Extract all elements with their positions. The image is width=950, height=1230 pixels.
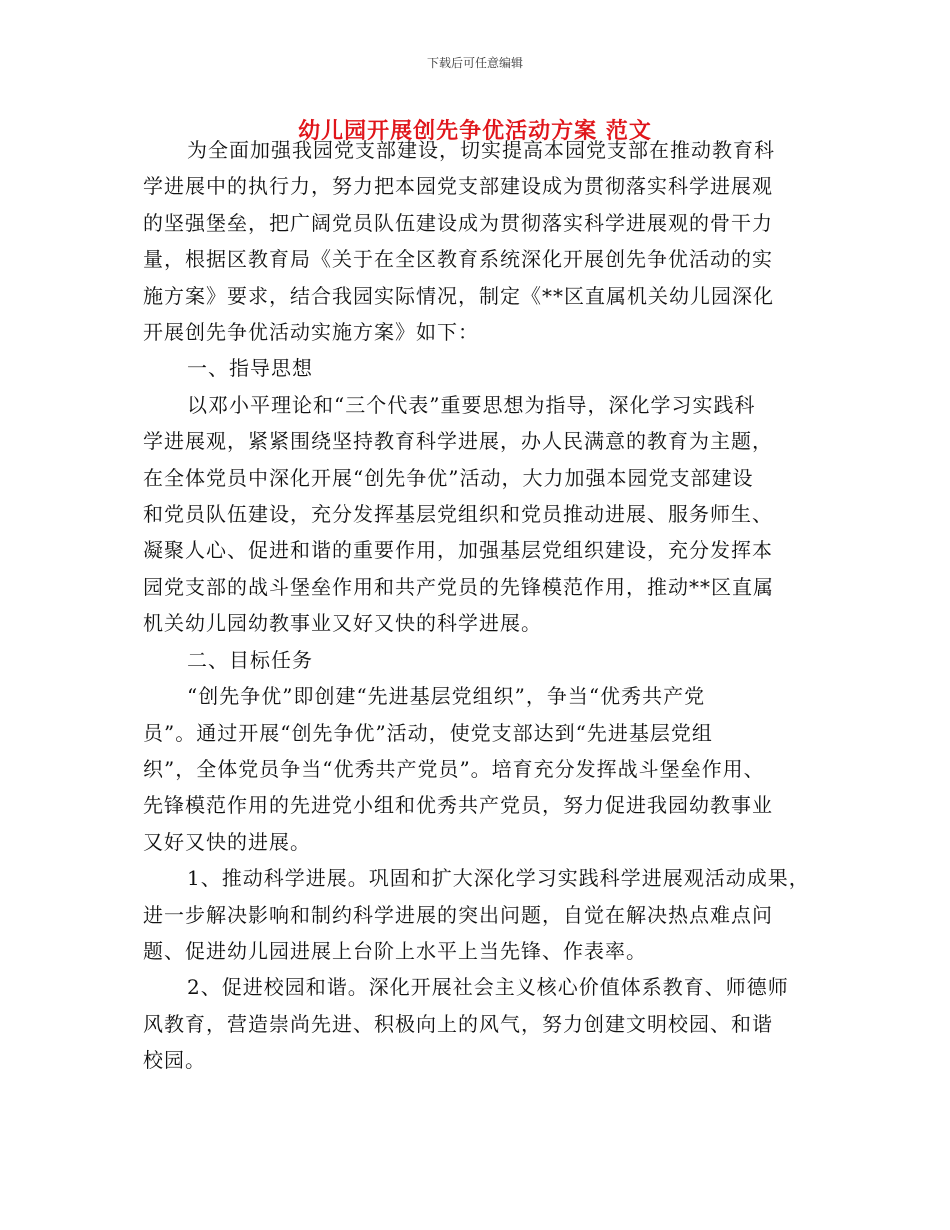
paragraph-line: 量，根据区教育局《关于在全区教育系统深化开展创先争优活动的实 (143, 247, 773, 272)
paragraph-line: 学进展观，紧紧围绕坚持教育科学进展，办人民满意的教育为主题， (143, 429, 773, 454)
paragraph-line: 织”，全体党员争当“优秀共产党员”。培育充分发挥战斗堡垒作用、 (143, 756, 765, 781)
paragraph-line: 开展创先争优活动实施方案》如下： (143, 320, 479, 345)
document-title: 幼儿园开展创先争优活动方案 范文 (298, 119, 652, 144)
paragraph-line: 又好又快的进展。 (143, 829, 311, 854)
paragraph-line: 在全体党员中深化开展“创先争优”活动，大力加强本园党支部建设 (143, 465, 754, 490)
paragraph-line: 风教育，营造崇尚先进、积极向上的风气，努力创建文明校园、和谐 (143, 1011, 773, 1036)
header-note: 下载后可任意编辑 (426, 56, 523, 70)
paragraph-line: 题、促进幼儿园进展上台阶上水平上当先锋、作表率。 (143, 938, 647, 963)
paragraph-line: “创先争优”即创建“先进基层党组织”，争当“优秀共产党 (187, 684, 706, 709)
paragraph-line: 和党员队伍建设，充分发挥基层党组织和党员推动进展、服务师生、 (143, 502, 773, 527)
paragraph-line: 的坚强堡垒，把广阔党员队伍建设成为贯彻落实科学进展观的骨干力 (143, 210, 773, 235)
paragraph-line: 以邓小平理论和“三个代表”重要思想为指导，深化学习实践科 (187, 392, 756, 417)
document-body (143, 132, 833, 1079)
paragraph-line: 员”。通过开展“创先争优”活动，使党支部达到“先进基层党组 (143, 720, 713, 745)
paragraph-line: 进一步解决影响和制约科学进展的突出问题，自觉在解决热点难点问 (143, 902, 773, 927)
paragraph-line: 机关幼儿园幼教事业又好又快的科学进展。 (143, 611, 542, 636)
paragraph-line: 为全面加强我园党支部建设，切实提高本园党支部在推动教育科 (187, 138, 775, 162)
paragraph-line: 2、促进校园和谐。深化开展社会主义核心价值体系教育、师德师 (187, 975, 789, 1000)
paragraph-line: 园党支部的战斗堡垒作用和共产党员的先锋模范作用，推动**区直属 (143, 574, 774, 599)
section-heading: 一、指导思想 (187, 356, 313, 381)
paragraph-line: 1、推动科学进展。巩固和扩大深化学习实践科学进展观活动成果， (187, 866, 810, 891)
paragraph-line: 先锋模范作用的先进党小组和优秀共产党员，努力促进我园幼教事业 (143, 793, 773, 818)
paragraph-line: 施方案》要求，结合我园实际情况，制定《**区直属机关幼儿园深化 (143, 283, 774, 308)
paragraph-line: 凝聚人心、促进和谐的重要作用，加强基层党组织建设，充分发挥本 (143, 538, 773, 563)
paragraph-line: 学进展中的执行力，努力把本园党支部建设成为贯彻落实科学进展观 (143, 174, 773, 199)
paragraph-line: 校园。 (143, 1048, 206, 1073)
section-heading: 二、目标任务 (187, 647, 313, 672)
